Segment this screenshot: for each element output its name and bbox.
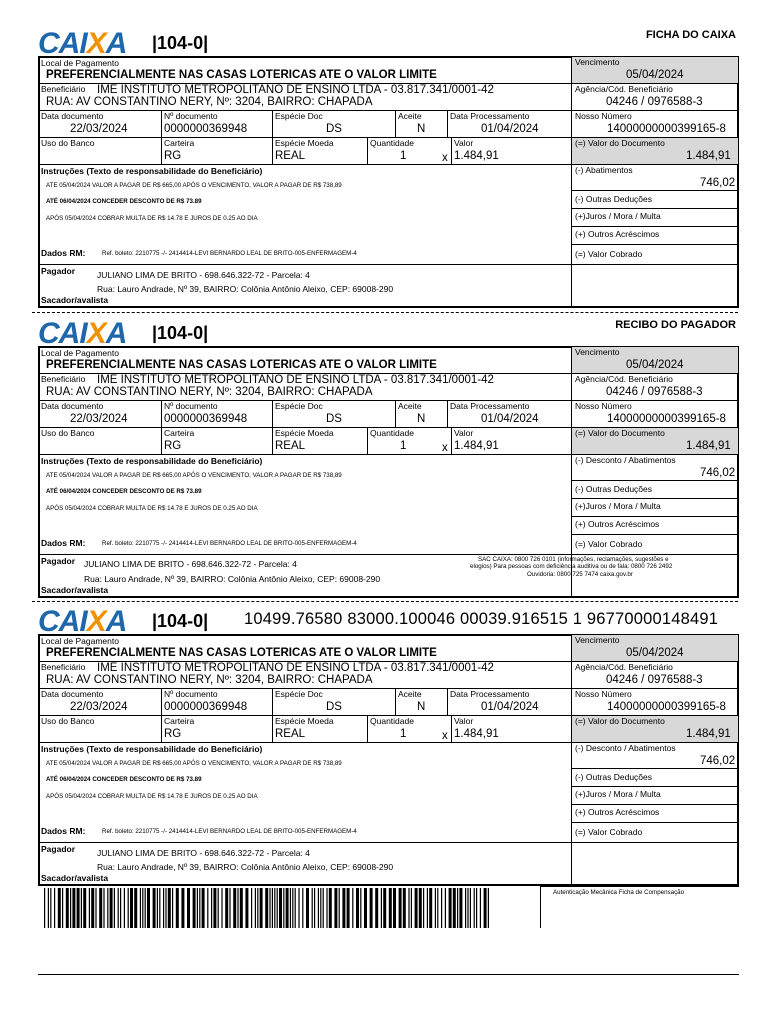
multiply-sign: x	[442, 152, 448, 164]
aceite-value: N	[417, 123, 426, 135]
dados-rm-label: Dados RM:	[41, 538, 86, 548]
data-documento-value: 22/03/2024	[70, 701, 128, 713]
data-processamento-label: Data Processamento	[450, 401, 530, 411]
multiply-sign: x	[442, 730, 448, 742]
beneficiario-label: Beneficiário	[41, 374, 86, 384]
pagador-address: Rua: Lauro Andrade, Nº 39, BAIRRO: Colônia Antônio Aleixo, CEP: 69008-290	[97, 284, 394, 294]
caixa-logo: CAIXA	[38, 27, 127, 60]
agencia-value: 04246 / 0976588-3	[606, 386, 703, 398]
agencia-label: Agência/Cód. Beneficiário	[575, 662, 673, 672]
valor-documento-label: (=) Valor do Documento	[575, 716, 665, 726]
carteira-label: Carteira	[164, 138, 195, 148]
caixa-logo: CAIXA	[38, 317, 127, 350]
valor-documento-value: 1.484,91	[686, 728, 731, 740]
dados-rm-value: Ref. boleto: 2210775 -/- 2414414-LEVI BERNARDO LEAL DE BRITO-005-ENFERMAGEM-4	[102, 540, 357, 547]
sacador-label: Sacador/avalista	[41, 873, 109, 883]
especie-doc-value: DS	[326, 413, 342, 425]
outros-acrescimos-label: (+) Outros Acréscimos	[575, 229, 660, 239]
barcode	[44, 888, 490, 928]
agencia-value: 04246 / 0976588-3	[606, 96, 703, 108]
autenticacao-label: Autenticação Mecânica Ficha de Compensação	[553, 889, 685, 896]
especie-doc-label: Espécie Doc	[275, 689, 323, 699]
vencimento-value: 05/04/2024	[626, 647, 684, 659]
quantidade-label: Quantidade	[370, 428, 414, 438]
agencia-value: 04246 / 0976588-3	[606, 674, 703, 686]
local-pagamento-value: PREFERENCIALMENTE NAS CASAS LOTERICAS ATE O VALOR LIMITE	[46, 69, 437, 81]
numero-documento-label: Nº documento	[164, 401, 218, 411]
data-documento-label: Data documento	[41, 111, 104, 121]
aceite-label: Aceite	[398, 111, 422, 121]
data-processamento-value: 01/04/2024	[481, 413, 539, 425]
data-documento-label: Data documento	[41, 689, 104, 699]
sac-line-3: Ouvidoria: 0800 725 7474 caixa.gov.br	[527, 571, 633, 578]
instrucao-1: ATE 05/04/2024 VALOR A PAGAR DE R$ 665,00 APÓS O VENCIMENTO, VALOR A PAGAR DE R$ 738,89	[46, 182, 342, 189]
agencia-label: Agência/Cód. Beneficiário	[575, 84, 673, 94]
aceite-value: N	[417, 413, 426, 425]
data-processamento-value: 01/04/2024	[481, 701, 539, 713]
valor-label: Valor	[454, 138, 474, 148]
especie-moeda-value: REAL	[275, 150, 306, 162]
local-pagamento-label: Local de Pagamento	[41, 58, 119, 68]
numero-documento-value: 0000000369948	[164, 701, 248, 713]
especie-moeda-label: Espécie Moeda	[275, 138, 334, 148]
especie-doc-value: DS	[326, 123, 342, 135]
bank-code: |104-0|	[152, 323, 209, 343]
pagador-address: Rua: Lauro Andrade, Nº 39, BAIRRO: Colônia Antônio Aleixo, CEP: 69008-290	[97, 862, 394, 872]
vencimento-value: 05/04/2024	[626, 69, 684, 81]
outras-deducoes-label: (-) Outras Deduções	[575, 194, 652, 204]
especie-moeda-value: REAL	[275, 728, 306, 740]
valor-cobrado-label: (=) Valor Cobrado	[575, 827, 643, 837]
outras-deducoes-label: (-) Outras Deduções	[575, 484, 652, 494]
numero-documento-value: 0000000369948	[164, 413, 248, 425]
especie-doc-value: DS	[326, 701, 342, 713]
vencimento-label: Vencimento	[575, 635, 620, 645]
beneficiario-label: Beneficiário	[41, 662, 86, 672]
pagador-address: Rua: Lauro Andrade, Nº 39, BAIRRO: Colônia Antônio Aleixo, CEP: 69008-290	[84, 574, 381, 584]
multiply-sign: x	[442, 442, 448, 454]
especie-moeda-label: Espécie Moeda	[275, 428, 334, 438]
quantidade-value: 1	[400, 150, 407, 162]
instrucao-1: ATE 05/04/2024 VALOR A PAGAR DE R$ 665,00 APÓS O VENCIMENTO, VALOR A PAGAR DE R$ 738,89	[46, 760, 342, 767]
sac-line-2: elogios) Para pessoas com deficiência auditiva ou de fala: 0800 726 2492	[470, 563, 673, 570]
bank-code: |104-0|	[152, 611, 209, 631]
beneficiario-address: RUA: AV CONSTANTINO NERY, Nº: 3204, BAIRRO: CHAPADA	[46, 96, 373, 108]
abatimentos-label: (-) Desconto / Abatimentos	[575, 743, 676, 753]
section-title: FICHA DO CAIXA	[645, 29, 736, 41]
beneficiario-name: IME INSTITUTO METROPOLITANO DE ENSINO LTDA - 03.817.341/0001-42	[97, 374, 494, 386]
section-title: RECIBO DO PAGADOR	[615, 319, 736, 331]
carteira-value: RG	[164, 150, 182, 162]
instrucoes-label: Instruções (Texto de responsabilidade do Beneficiário)	[41, 166, 263, 176]
sacador-label: Sacador/avalista	[41, 295, 109, 305]
cut-line	[32, 601, 738, 602]
valor-cobrado-label: (=) Valor Cobrado	[575, 249, 643, 259]
nosso-numero-value: 14000000000399165-8	[607, 123, 726, 135]
instrucao-2: ATÉ 06/04/2024 CONCEDER DESCONTO DE R$ 73.89	[46, 488, 202, 495]
valor-documento-label: (=) Valor do Documento	[575, 138, 665, 148]
valor-value: 1.484,91	[454, 440, 499, 452]
dados-rm-label: Dados RM:	[41, 826, 86, 836]
local-pagamento-value: PREFERENCIALMENTE NAS CASAS LOTERICAS ATE O VALOR LIMITE	[46, 359, 437, 371]
boleto-section	[0, 0, 768, 305]
instrucao-2: ATÉ 06/04/2024 CONCEDER DESCONTO DE R$ 73.89	[46, 198, 202, 205]
beneficiario-label: Beneficiário	[41, 84, 86, 94]
instrucao-3: APÓS 05/04/2024 COBRAR MULTA DE R$ 14.78 E JUROS DE 0.25 AO DIA	[46, 505, 258, 512]
boleto-section	[0, 290, 768, 595]
dados-rm-label: Dados RM:	[41, 248, 86, 258]
valor-label: Valor	[454, 428, 474, 438]
uso-banco-label: Uso do Banco	[41, 138, 95, 148]
pagador-label: Pagador	[41, 556, 76, 566]
nosso-numero-label: Nosso Número	[575, 111, 632, 121]
dados-rm-value: Ref. boleto: 2210775 -/- 2414414-LEVI BERNARDO LEAL DE BRITO-005-ENFERMAGEM-4	[102, 828, 357, 835]
vencimento-value: 05/04/2024	[626, 359, 684, 371]
sac-line-1: SAC CAIXA: 0800 726 0101 (informações, reclamações, sugestões e	[478, 556, 669, 563]
quantidade-label: Quantidade	[370, 716, 414, 726]
abatimentos-value: 746,02	[700, 755, 736, 767]
carteira-value: RG	[164, 440, 182, 452]
abatimentos-label: (-) Abatimentos	[575, 165, 633, 175]
nosso-numero-value: 14000000000399165-8	[607, 413, 726, 425]
beneficiario-address: RUA: AV CONSTANTINO NERY, Nº: 3204, BAIRRO: CHAPADA	[46, 674, 373, 686]
beneficiario-address: RUA: AV CONSTANTINO NERY, Nº: 3204, BAIRRO: CHAPADA	[46, 386, 373, 398]
data-documento-value: 22/03/2024	[70, 123, 128, 135]
uso-banco-label: Uso do Banco	[41, 428, 95, 438]
valor-cobrado-label: (=) Valor Cobrado	[575, 539, 643, 549]
vencimento-label: Vencimento	[575, 57, 620, 67]
data-processamento-label: Data Processamento	[450, 111, 530, 121]
especie-doc-label: Espécie Doc	[275, 401, 323, 411]
pagador-name: JULIANO LIMA DE BRITO - 698.646.322-72 - Parcela: 4	[97, 848, 310, 858]
quantidade-value: 1	[400, 728, 407, 740]
sacador-label: Sacador/avalista	[41, 585, 109, 595]
juros-label: (+)Juros / Mora / Multa	[575, 501, 661, 511]
instrucao-3: APÓS 05/04/2024 COBRAR MULTA DE R$ 14.78 E JUROS DE 0.25 AO DIA	[46, 215, 258, 222]
valor-documento-value: 1.484,91	[686, 440, 731, 452]
aceite-value: N	[417, 701, 426, 713]
instrucao-3: APÓS 05/04/2024 COBRAR MULTA DE R$ 14.78 E JUROS DE 0.25 AO DIA	[46, 793, 258, 800]
numero-documento-label: Nº documento	[164, 111, 218, 121]
valor-documento-value: 1.484,91	[686, 150, 731, 162]
beneficiario-name: IME INSTITUTO METROPOLITANO DE ENSINO LTDA - 03.817.341/0001-42	[97, 84, 494, 96]
agencia-label: Agência/Cód. Beneficiário	[575, 374, 673, 384]
abatimentos-label: (-) Desconto / Abatimentos	[575, 455, 676, 465]
valor-label: Valor	[454, 716, 474, 726]
outros-acrescimos-label: (+) Outros Acréscimos	[575, 519, 660, 529]
pagador-name: JULIANO LIMA DE BRITO - 698.646.322-72 - Parcela: 4	[97, 270, 310, 280]
data-documento-value: 22/03/2024	[70, 413, 128, 425]
dados-rm-value: Ref. boleto: 2210775 -/- 2414414-LEVI BERNARDO LEAL DE BRITO-005-ENFERMAGEM-4	[102, 250, 357, 257]
beneficiario-name: IME INSTITUTO METROPOLITANO DE ENSINO LTDA - 03.817.341/0001-42	[97, 662, 494, 674]
nosso-numero-value: 14000000000399165-8	[607, 701, 726, 713]
carteira-label: Carteira	[164, 428, 195, 438]
caixa-logo: CAIXA	[38, 605, 127, 638]
bank-code: |104-0|	[152, 33, 209, 53]
numero-documento-label: Nº documento	[164, 689, 218, 699]
quantidade-label: Quantidade	[370, 138, 414, 148]
abatimentos-value: 746,02	[700, 467, 736, 479]
juros-label: (+)Juros / Mora / Multa	[575, 211, 661, 221]
instrucao-2: ATÉ 06/04/2024 CONCEDER DESCONTO DE R$ 73.89	[46, 776, 202, 783]
outras-deducoes-label: (-) Outras Deduções	[575, 772, 652, 782]
pagador-label: Pagador	[41, 266, 76, 276]
outros-acrescimos-label: (+) Outros Acréscimos	[575, 807, 660, 817]
uso-banco-label: Uso do Banco	[41, 716, 95, 726]
local-pagamento-label: Local de Pagamento	[41, 348, 119, 358]
especie-moeda-value: REAL	[275, 440, 306, 452]
data-processamento-label: Data Processamento	[450, 689, 530, 699]
pagador-label: Pagador	[41, 844, 76, 854]
instrucoes-label: Instruções (Texto de responsabilidade do Beneficiário)	[41, 744, 263, 754]
local-pagamento-value: PREFERENCIALMENTE NAS CASAS LOTERICAS ATE O VALOR LIMITE	[46, 647, 437, 659]
nosso-numero-label: Nosso Número	[575, 689, 632, 699]
carteira-label: Carteira	[164, 716, 195, 726]
data-documento-label: Data documento	[41, 401, 104, 411]
numero-documento-value: 0000000369948	[164, 123, 248, 135]
cut-line	[32, 312, 738, 313]
nosso-numero-label: Nosso Número	[575, 401, 632, 411]
carteira-value: RG	[164, 728, 182, 740]
instrucao-1: ATE 05/04/2024 VALOR A PAGAR DE R$ 665,00 APÓS O VENCIMENTO, VALOR A PAGAR DE R$ 738,89	[46, 472, 342, 479]
valor-documento-label: (=) Valor do Documento	[575, 428, 665, 438]
valor-value: 1.484,91	[454, 728, 499, 740]
pagador-name: JULIANO LIMA DE BRITO - 698.646.322-72 - Parcela: 4	[84, 559, 297, 569]
quantidade-value: 1	[400, 440, 407, 452]
data-processamento-value: 01/04/2024	[481, 123, 539, 135]
juros-label: (+)Juros / Mora / Multa	[575, 789, 661, 799]
especie-moeda-label: Espécie Moeda	[275, 716, 334, 726]
especie-doc-label: Espécie Doc	[275, 111, 323, 121]
aceite-label: Aceite	[398, 689, 422, 699]
valor-value: 1.484,91	[454, 150, 499, 162]
local-pagamento-label: Local de Pagamento	[41, 636, 119, 646]
instrucoes-label: Instruções (Texto de responsabilidade do Beneficiário)	[41, 456, 263, 466]
digitable-line: 10499.76580 83000.100046 00039.916515 1 96770000148491	[244, 610, 719, 628]
aceite-label: Aceite	[398, 401, 422, 411]
vencimento-label: Vencimento	[575, 347, 620, 357]
abatimentos-value: 746,02	[700, 177, 736, 189]
